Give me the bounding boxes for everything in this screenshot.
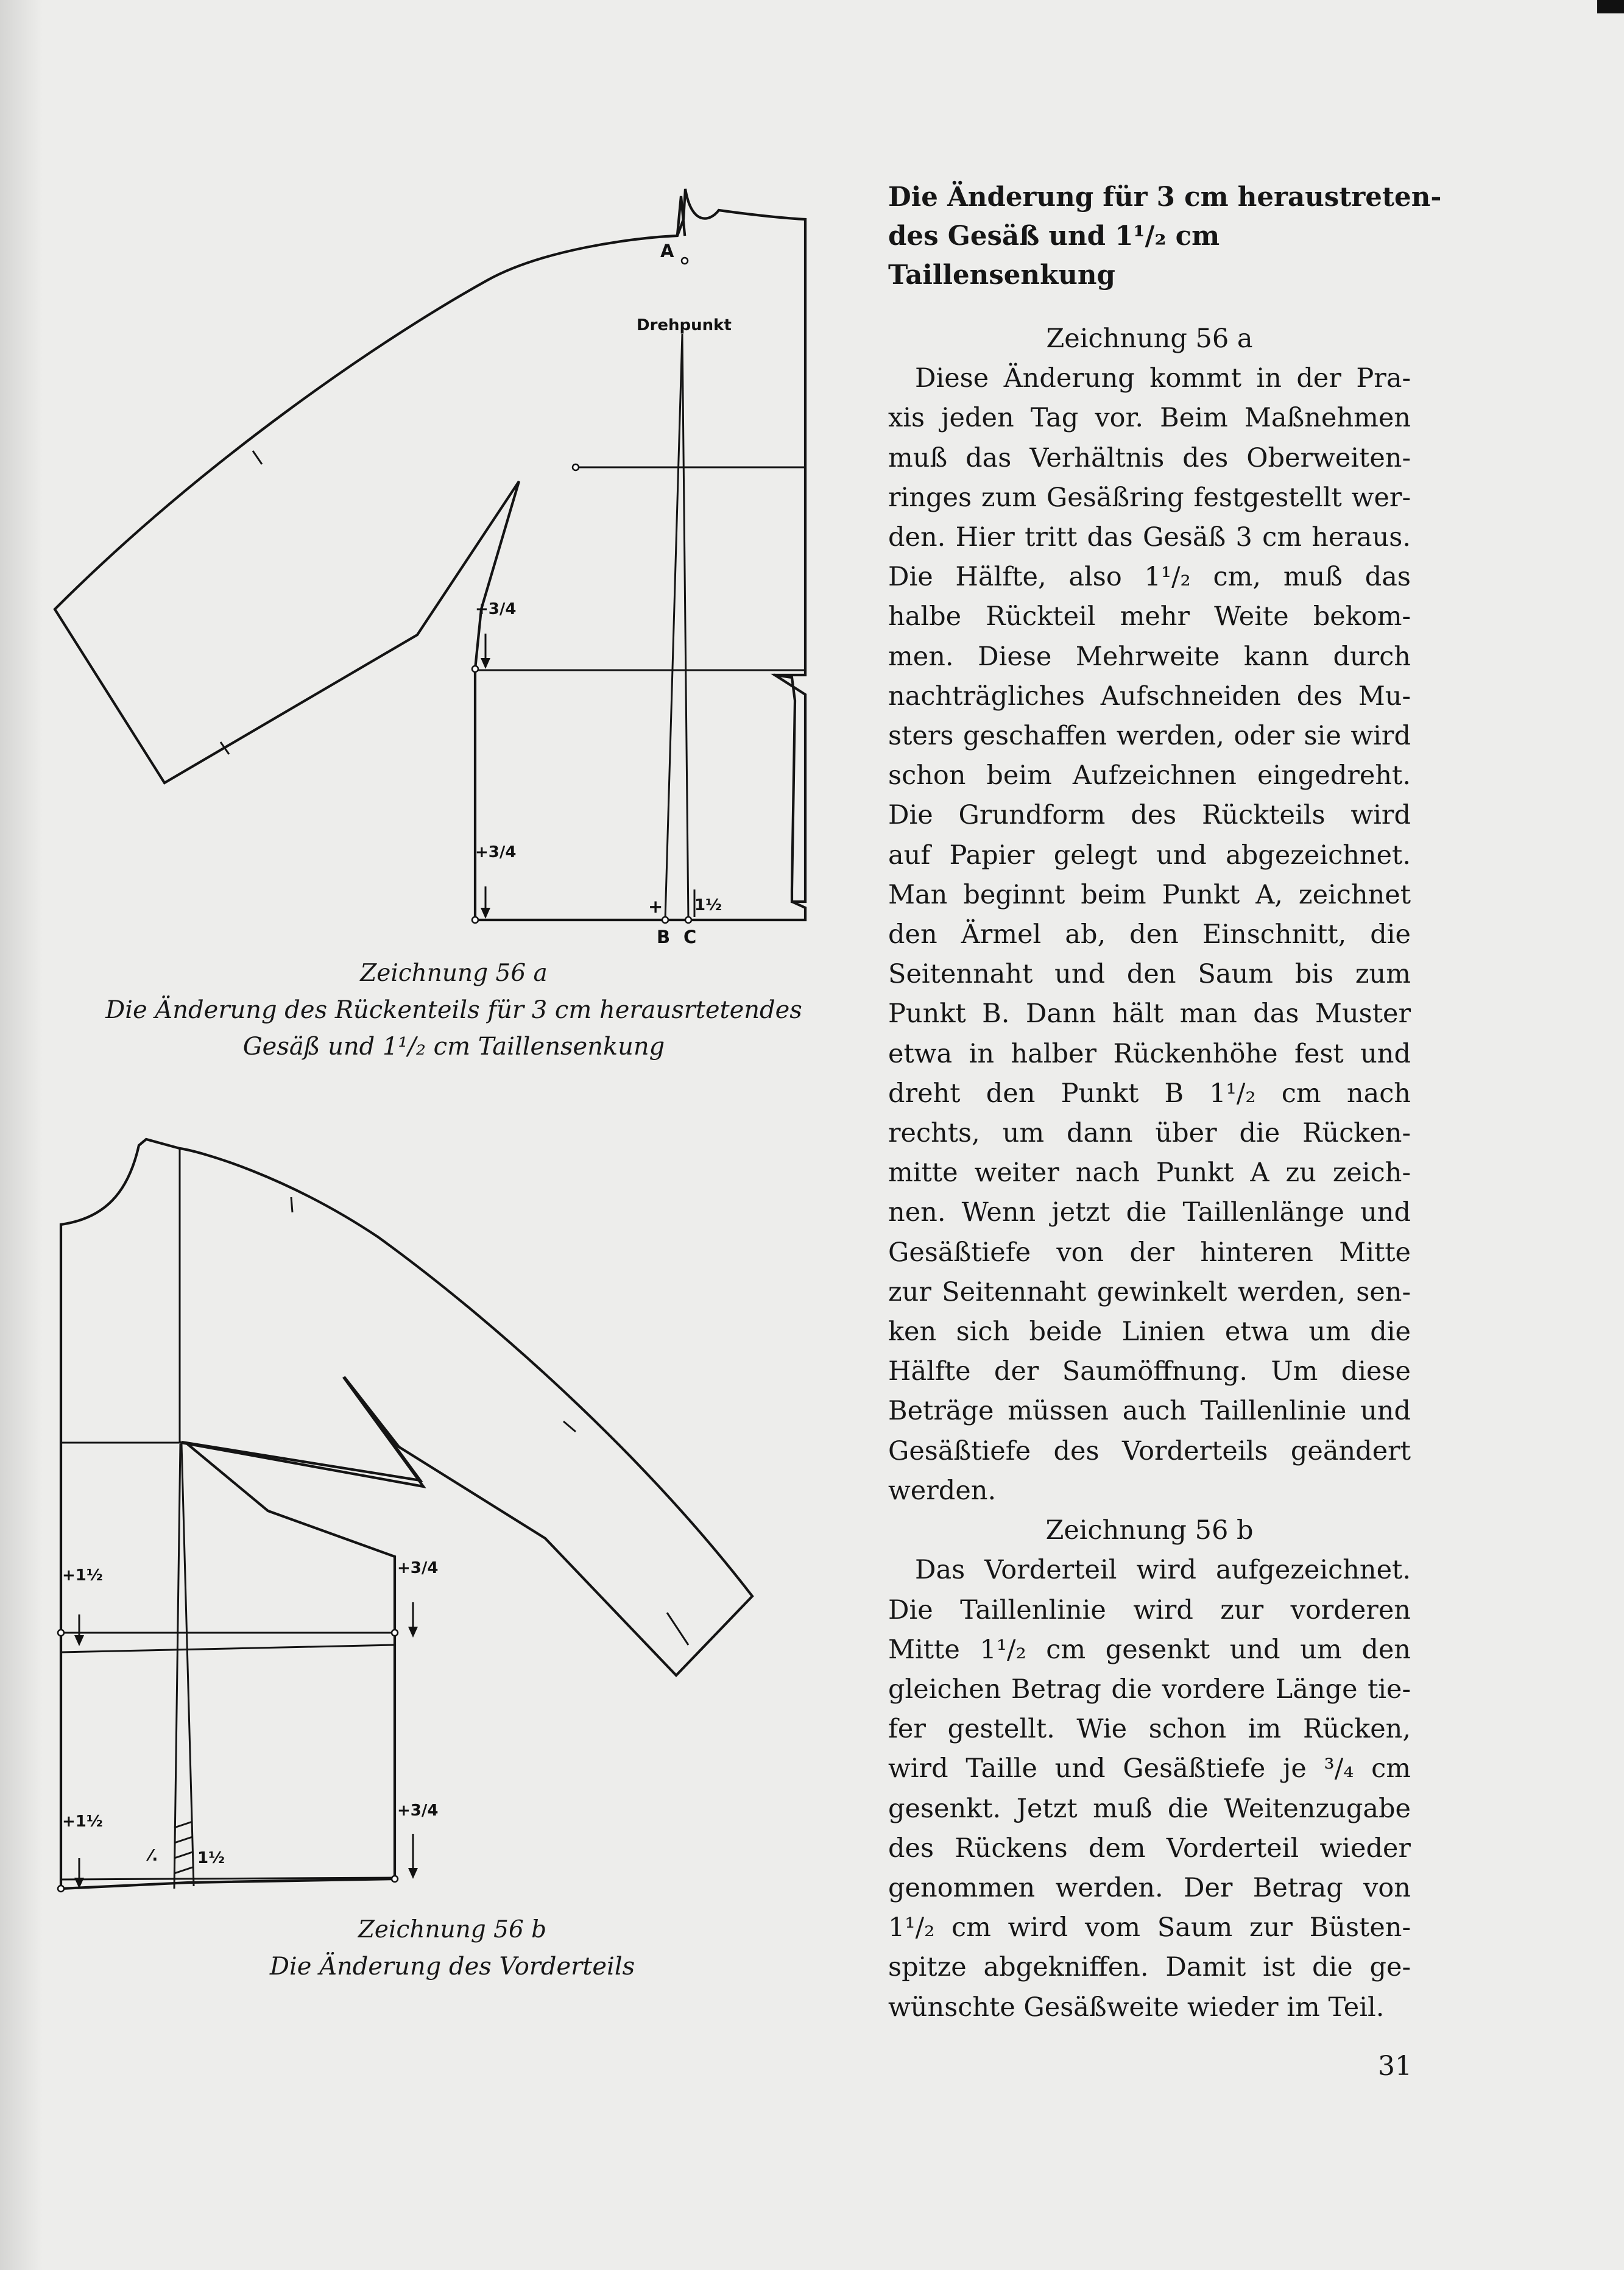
text-line: wird Taille und Gesäßtiefe je ³/₄ cm xyxy=(888,1753,1411,1784)
text-line: etwa in halber Rückenhöhe fest und xyxy=(888,1038,1411,1069)
dot-b-waist-right xyxy=(392,1630,398,1636)
text-line: genommen werden. Der Betrag von xyxy=(888,1872,1411,1903)
arrow-b-right-bottom-head xyxy=(408,1868,418,1879)
label-plus-three-quarter-bottom: +3/4 xyxy=(475,843,517,861)
section-title-56b: Zeichnung 56 b xyxy=(1045,1515,1254,1546)
text-line: spitze abgekniffen. Damit ist die ge- xyxy=(888,1952,1411,1983)
figure-56a-caption-line1: Die Änderung des Rückenteils für 3 cm herausrtetendes xyxy=(105,996,802,1024)
dart-line-right xyxy=(182,1444,194,1886)
text-line: den. Hier tritt das Gesäß 3 cm heraus. xyxy=(888,522,1411,553)
label-one-and-half: 1½ xyxy=(694,896,722,914)
text-line: Beträge müssen auch Taillenlinie und xyxy=(888,1396,1411,1427)
page-number: 31 xyxy=(1378,2051,1412,2082)
text-line: Punkt B. Dann hält man das Muster xyxy=(888,999,1411,1030)
text-line: Man beginnt beim Punkt A, zeichnet xyxy=(888,879,1411,910)
label-b-plus-one-half-top: +1½ xyxy=(62,1566,103,1585)
label-plus-three-quarter-top: +3/4 xyxy=(475,600,517,618)
text-line: Hälfte der Saumöffnung. Um diese xyxy=(888,1356,1411,1387)
text-line: muß das Verhältnis des Oberweiten- xyxy=(888,442,1411,473)
figure-56b-caption-title: Zeichnung 56 b xyxy=(358,1916,547,1943)
figure-56a-caption-title: Zeichnung 56 a xyxy=(360,960,548,987)
text-line: Das Vorderteil wird aufgezeichnet. xyxy=(915,1555,1411,1586)
text-line: ken sich beide Linien etwa um die xyxy=(888,1317,1411,1348)
text-line: Mitte 1¹/₂ cm gesenkt und um den xyxy=(888,1634,1411,1665)
text-line: Gesäßtiefe des Vorderteils geändert xyxy=(888,1435,1411,1466)
text-line: dreht den Punkt B 1¹/₂ cm nach xyxy=(888,1078,1411,1109)
label-point-a: A xyxy=(660,241,674,261)
text-line: zur Seitennaht gewinkelt werden, sen- xyxy=(888,1276,1411,1307)
label-b-plus-three-quarter-top: +3/4 xyxy=(397,1559,439,1577)
figure-56b-caption xyxy=(183,1912,722,1985)
text-line: nachträgliches Aufschneiden des Mu- xyxy=(888,681,1411,712)
dart-line-left xyxy=(174,1444,180,1889)
text-line: werden. xyxy=(888,1475,997,1506)
sleeve-tick-b1 xyxy=(291,1197,292,1212)
text-line: des Rückens dem Vorderteil wieder xyxy=(888,1833,1411,1864)
label-point-c: C xyxy=(683,927,697,947)
text-line: gleichen Betrag die vordere Länge tie- xyxy=(888,1674,1411,1705)
article-heading-line2: des Gesäß und 1¹/₂ cm Taillensenkung xyxy=(888,221,1220,291)
text-line: sters geschaffen werden, oder sie wird xyxy=(888,721,1411,752)
article-heading xyxy=(888,178,1442,295)
front-piece-outline xyxy=(61,1139,752,1889)
label-pivot: Drehpunkt xyxy=(637,316,732,334)
text-line: schon beim Aufzeichnen eingedreht. xyxy=(888,760,1411,791)
text-line: Die Hälfte, also 1¹/₂ cm, muß das xyxy=(888,562,1411,593)
label-b-one-and-half: 1½ xyxy=(197,1849,225,1867)
text-line: rechts, um dann über die Rücken- xyxy=(888,1118,1411,1149)
text-line: xis jeden Tag vor. Beim Maßnehmen xyxy=(888,403,1411,434)
text-line: den Ärmel ab, den Einschnitt, die xyxy=(888,919,1411,950)
label-b-plus-three-quarter-bottom: +3/4 xyxy=(397,1802,439,1820)
text-line: fer gestellt. Wie schon im Rücken, xyxy=(888,1714,1411,1745)
text-line: mitte weiter nach Punkt A zu zeich- xyxy=(888,1158,1411,1189)
label-point-b: B xyxy=(657,927,671,947)
text-line: nen. Wenn jetzt die Taillenlänge und xyxy=(888,1197,1411,1228)
section-title-56a: Zeichnung 56 a xyxy=(1046,324,1253,354)
text-line: Diese Änderung kommt in der Pra- xyxy=(915,363,1411,394)
label-b-slash-mark: ⁄. xyxy=(149,1847,158,1865)
text-line: halbe Rückteil mehr Weite bekom- xyxy=(888,601,1411,632)
sleeve-tick-b3 xyxy=(667,1613,688,1645)
sleeve-tick-b2 xyxy=(563,1421,576,1432)
text-line: Die Grundform des Rückteils wird xyxy=(888,800,1411,831)
text-line: Gesäßtiefe von der hinteren Mitte xyxy=(888,1237,1411,1268)
text-line: ringes zum Gesäßring festgestellt wer- xyxy=(888,482,1411,513)
waist-line-lower xyxy=(61,1645,395,1652)
paragraph-56a xyxy=(888,359,1411,1511)
arrow-b-right-top-head xyxy=(408,1627,418,1638)
article-heading-line1: Die Änderung für 3 cm heraustreten- xyxy=(888,182,1442,213)
arrow-b-left-top-head xyxy=(74,1635,84,1646)
label-b-plus-one-half-bottom: +1½ xyxy=(62,1812,103,1831)
text-line: auf Papier gelegt und abgezeichnet. xyxy=(888,840,1411,871)
text-line: 1¹/₂ cm wird vom Saum zur Büsten- xyxy=(888,1912,1411,1943)
figure-56a-caption-line2: Gesäß und 1¹/₂ cm Taillensenkung xyxy=(242,1033,665,1061)
dart-hatching xyxy=(174,1822,192,1873)
article-column xyxy=(888,178,1442,2028)
figure-56b-caption-line1: Die Änderung des Vorderteils xyxy=(269,1953,635,1981)
text-line: Seitennaht und den Saum bis zum xyxy=(888,959,1411,990)
text-line: men. Diese Mehrweite kann durch xyxy=(888,641,1411,672)
dot-b-waist-left xyxy=(58,1630,64,1636)
label-plus-mark: + xyxy=(648,896,663,917)
dot-b-hem-left xyxy=(58,1886,64,1892)
dot-b-hem-right xyxy=(392,1876,398,1882)
text-line: gesenkt. Jetzt muß die Weitenzugabe xyxy=(888,1793,1411,1824)
text-line: wünschte Gesäßweite wieder im Teil. xyxy=(888,1992,1385,2023)
paragraph-56b xyxy=(888,1550,1411,2027)
text-line: Die Taillenlinie wird zur vorderen xyxy=(888,1594,1411,1625)
